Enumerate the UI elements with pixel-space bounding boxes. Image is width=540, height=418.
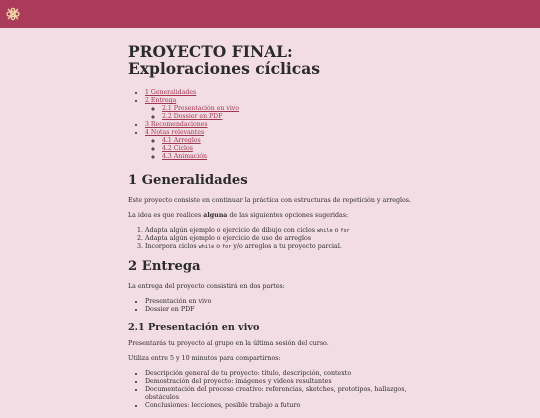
list-item: • Conclusiones: lecciones, posible trabajo a futuro <box>145 402 418 410</box>
toc-subitem <box>162 145 418 153</box>
paragraph <box>128 212 418 220</box>
code-snippet: for <box>222 244 232 250</box>
deliverables-list <box>128 298 418 314</box>
toc-subitem <box>162 113 418 121</box>
section-heading-entrega: 2 Entrega <box>128 259 201 274</box>
toc-sublist <box>145 137 418 161</box>
toc-link-presentacion[interactable]: 2.1 Presentación en vivo <box>162 105 240 112</box>
toc-sublist <box>145 105 418 121</box>
emphasis: alguna <box>203 212 228 219</box>
toc-item <box>145 129 418 161</box>
toc-link-notas[interactable]: 4 Notas relevantes <box>145 129 205 136</box>
list-item: • Presentación en vivo <box>145 298 418 306</box>
text: o <box>214 243 222 250</box>
toc-item <box>145 97 418 121</box>
document-content <box>128 28 418 418</box>
paragraph: Utiliza entre 5 y 10 minutos para compartirnos: <box>128 355 281 362</box>
list-item <box>145 243 418 251</box>
text: de las siguientes opciones sugeridas: <box>227 212 349 219</box>
presentation-list <box>128 370 418 410</box>
toc-link-generalidades[interactable]: 1 Generalidades <box>145 89 197 96</box>
page-title: PROYECTO FINAL: Exploraciones cíclicas <box>128 42 320 78</box>
list-item: • Documentación del proceso creativo: referencias, sketches, prototipos, hallazgos, obstáculos <box>145 386 418 402</box>
list-item: 2. Adapta algún ejemplo o ejercicio de uso de arreglos <box>145 235 418 243</box>
options-list <box>128 227 418 251</box>
list-item: • Demostración del proyecto: imágenes y videos resultantes <box>145 378 418 386</box>
text: o <box>332 227 341 234</box>
section-heading-generalidades: 1 Generalidades <box>128 173 248 188</box>
toc-link-entrega[interactable]: 2 Entrega <box>145 97 177 104</box>
subsection-heading-presentacion: 2.1 Presentación en vivo <box>128 322 260 333</box>
toc-link-ciclos[interactable]: 4.2 Ciclos <box>162 145 193 152</box>
toc-subitem <box>162 153 418 161</box>
text: y/o arreglos a tu proyecto parcial. <box>231 243 342 250</box>
text: Adapta algún ejemplo o ejercicio de dibujo con ciclos <box>145 227 317 234</box>
code-snippet: while <box>316 228 333 234</box>
paragraph: Presentarás tu proyecto al grupo en la última sesión del curso. <box>128 340 329 347</box>
toc-link-recomendaciones[interactable]: 3 Recomendaciones <box>145 121 208 128</box>
list-item <box>145 227 418 235</box>
text: Incorpora ciclos <box>145 243 199 250</box>
toc-link-arreglos[interactable]: 4.1 Arreglos <box>162 137 201 144</box>
toc-subitem <box>162 137 418 145</box>
toc-subitem <box>162 105 418 113</box>
list-item: • Descripción general de tu proyecto: título, descripción, contexto <box>145 370 418 378</box>
paragraph: Este proyecto consiste en continuar la práctica con estructuras de repetición y arreglos. <box>128 197 412 204</box>
list-item: • Dossier en PDF <box>145 306 418 314</box>
toc-link-dossier[interactable]: 2.2 Dossier en PDF <box>162 113 223 120</box>
toc-item <box>145 89 418 97</box>
text: La idea es que realices <box>128 212 204 219</box>
toc-item <box>145 121 418 129</box>
toc-link-animacion[interactable]: 4.3 Animación <box>162 153 207 160</box>
knot-logo-icon[interactable] <box>5 6 21 22</box>
code-snippet: while <box>198 244 215 250</box>
table-of-contents <box>128 89 418 161</box>
top-bar <box>0 0 540 28</box>
code-snippet: for <box>340 228 350 234</box>
paragraph: La entrega del proyecto consistirá en dos partes: <box>128 283 285 290</box>
